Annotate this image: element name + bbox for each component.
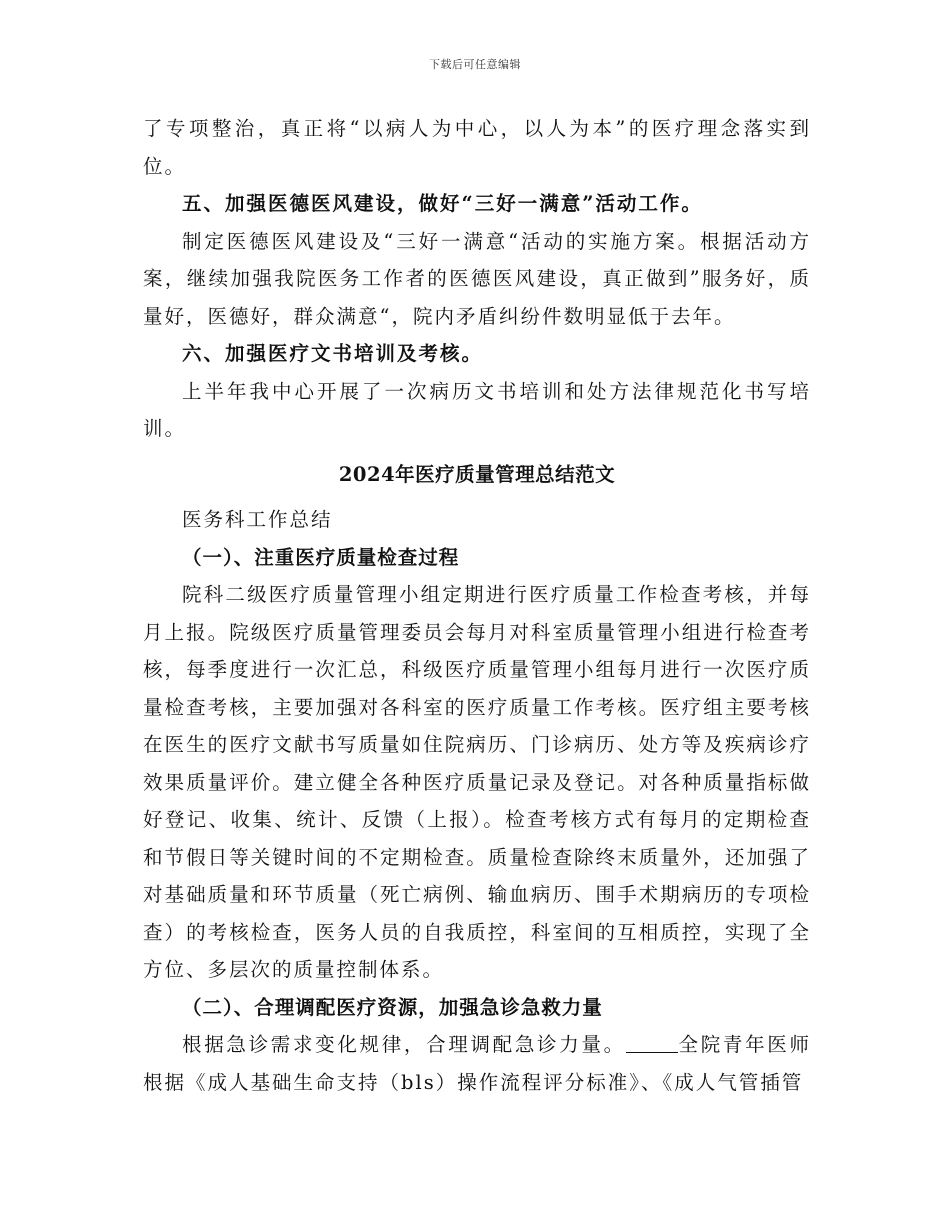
blank-underline <box>626 1033 678 1053</box>
section-heading-5: 五、加强医德医风建设，做好“三好一满意”活动工作。 <box>182 192 703 215</box>
paragraph-emergency-part1: 根据急诊需求变化规律，合理调配急诊力量。 <box>182 1033 626 1056</box>
subsection-heading-2: （二）、合理调配医疗资源，加强急诊急救力量 <box>182 995 603 1019</box>
paragraph-emergency <box>143 1026 811 1101</box>
document-subtitle: 医务科工作总结 <box>182 508 333 531</box>
paragraph-training: 上半年我中心开展了一次病历文书培训和处方法律规范化书写培训。 <box>143 379 811 440</box>
document-body <box>143 110 811 1101</box>
section-heading-6: 六、加强医疗文书培训及考核。 <box>182 342 484 365</box>
subsection-heading-1: （一）、注重医疗质量检查过程 <box>182 545 460 569</box>
page-header: 下载后可任意编辑 <box>429 58 521 71</box>
paragraph-emergency-part2: 全院青年医师根据《成人基础生命支持（bls）操作流程评分标准》、《成人气管插管 <box>143 1033 811 1094</box>
paragraph-quality-inspection: 院科二级医疗质量管理小组定期进行医疗质量工作检查考核，并每月上报。院级医疗质量管理委员会每月对科室质量管理小组进行检查考核，每季度进行一次汇总，科级医疗质量管理小组每月进行一次医疗质量检查考核，主要加强对各科室的医疗质量工作考核。医疗组主要考核在医生的医疗文献书写质量如住院病历、门诊病历、处方等及疾病诊疗效果质量评价。建立健全各种医疗质量记录及登记。对各种质量指标做好登记、收集、统计、反馈（上报）。检查考核方式有每月的定期检查和节假日等关键时间的不定期检查。质量检查除终末质量外，还加强了对基础质量和环节质量（死亡病例、输血病历、围手术期病历的专项检查）的考核检查，医务人员的自我质控，科室间的互相质控，实现了全方位、多层次的质量控制体系。 <box>143 583 811 981</box>
paragraph-ethics: 制定医德医风建设及“三好一满意“活动的实施方案。根据活动方案，继续加强我院医务工作者的医德医风建设，真正做到”服务好，质量好，医德好，群众满意“，院内矛盾纠纷件数明显低于去年。 <box>143 229 811 328</box>
document-title: 2024年医疗质量管理总结范文 <box>338 462 616 486</box>
paragraph-continuation: 了专项整治，真正将“以病人为中心，以人为本”的医疗理念落实到位。 <box>143 117 811 178</box>
